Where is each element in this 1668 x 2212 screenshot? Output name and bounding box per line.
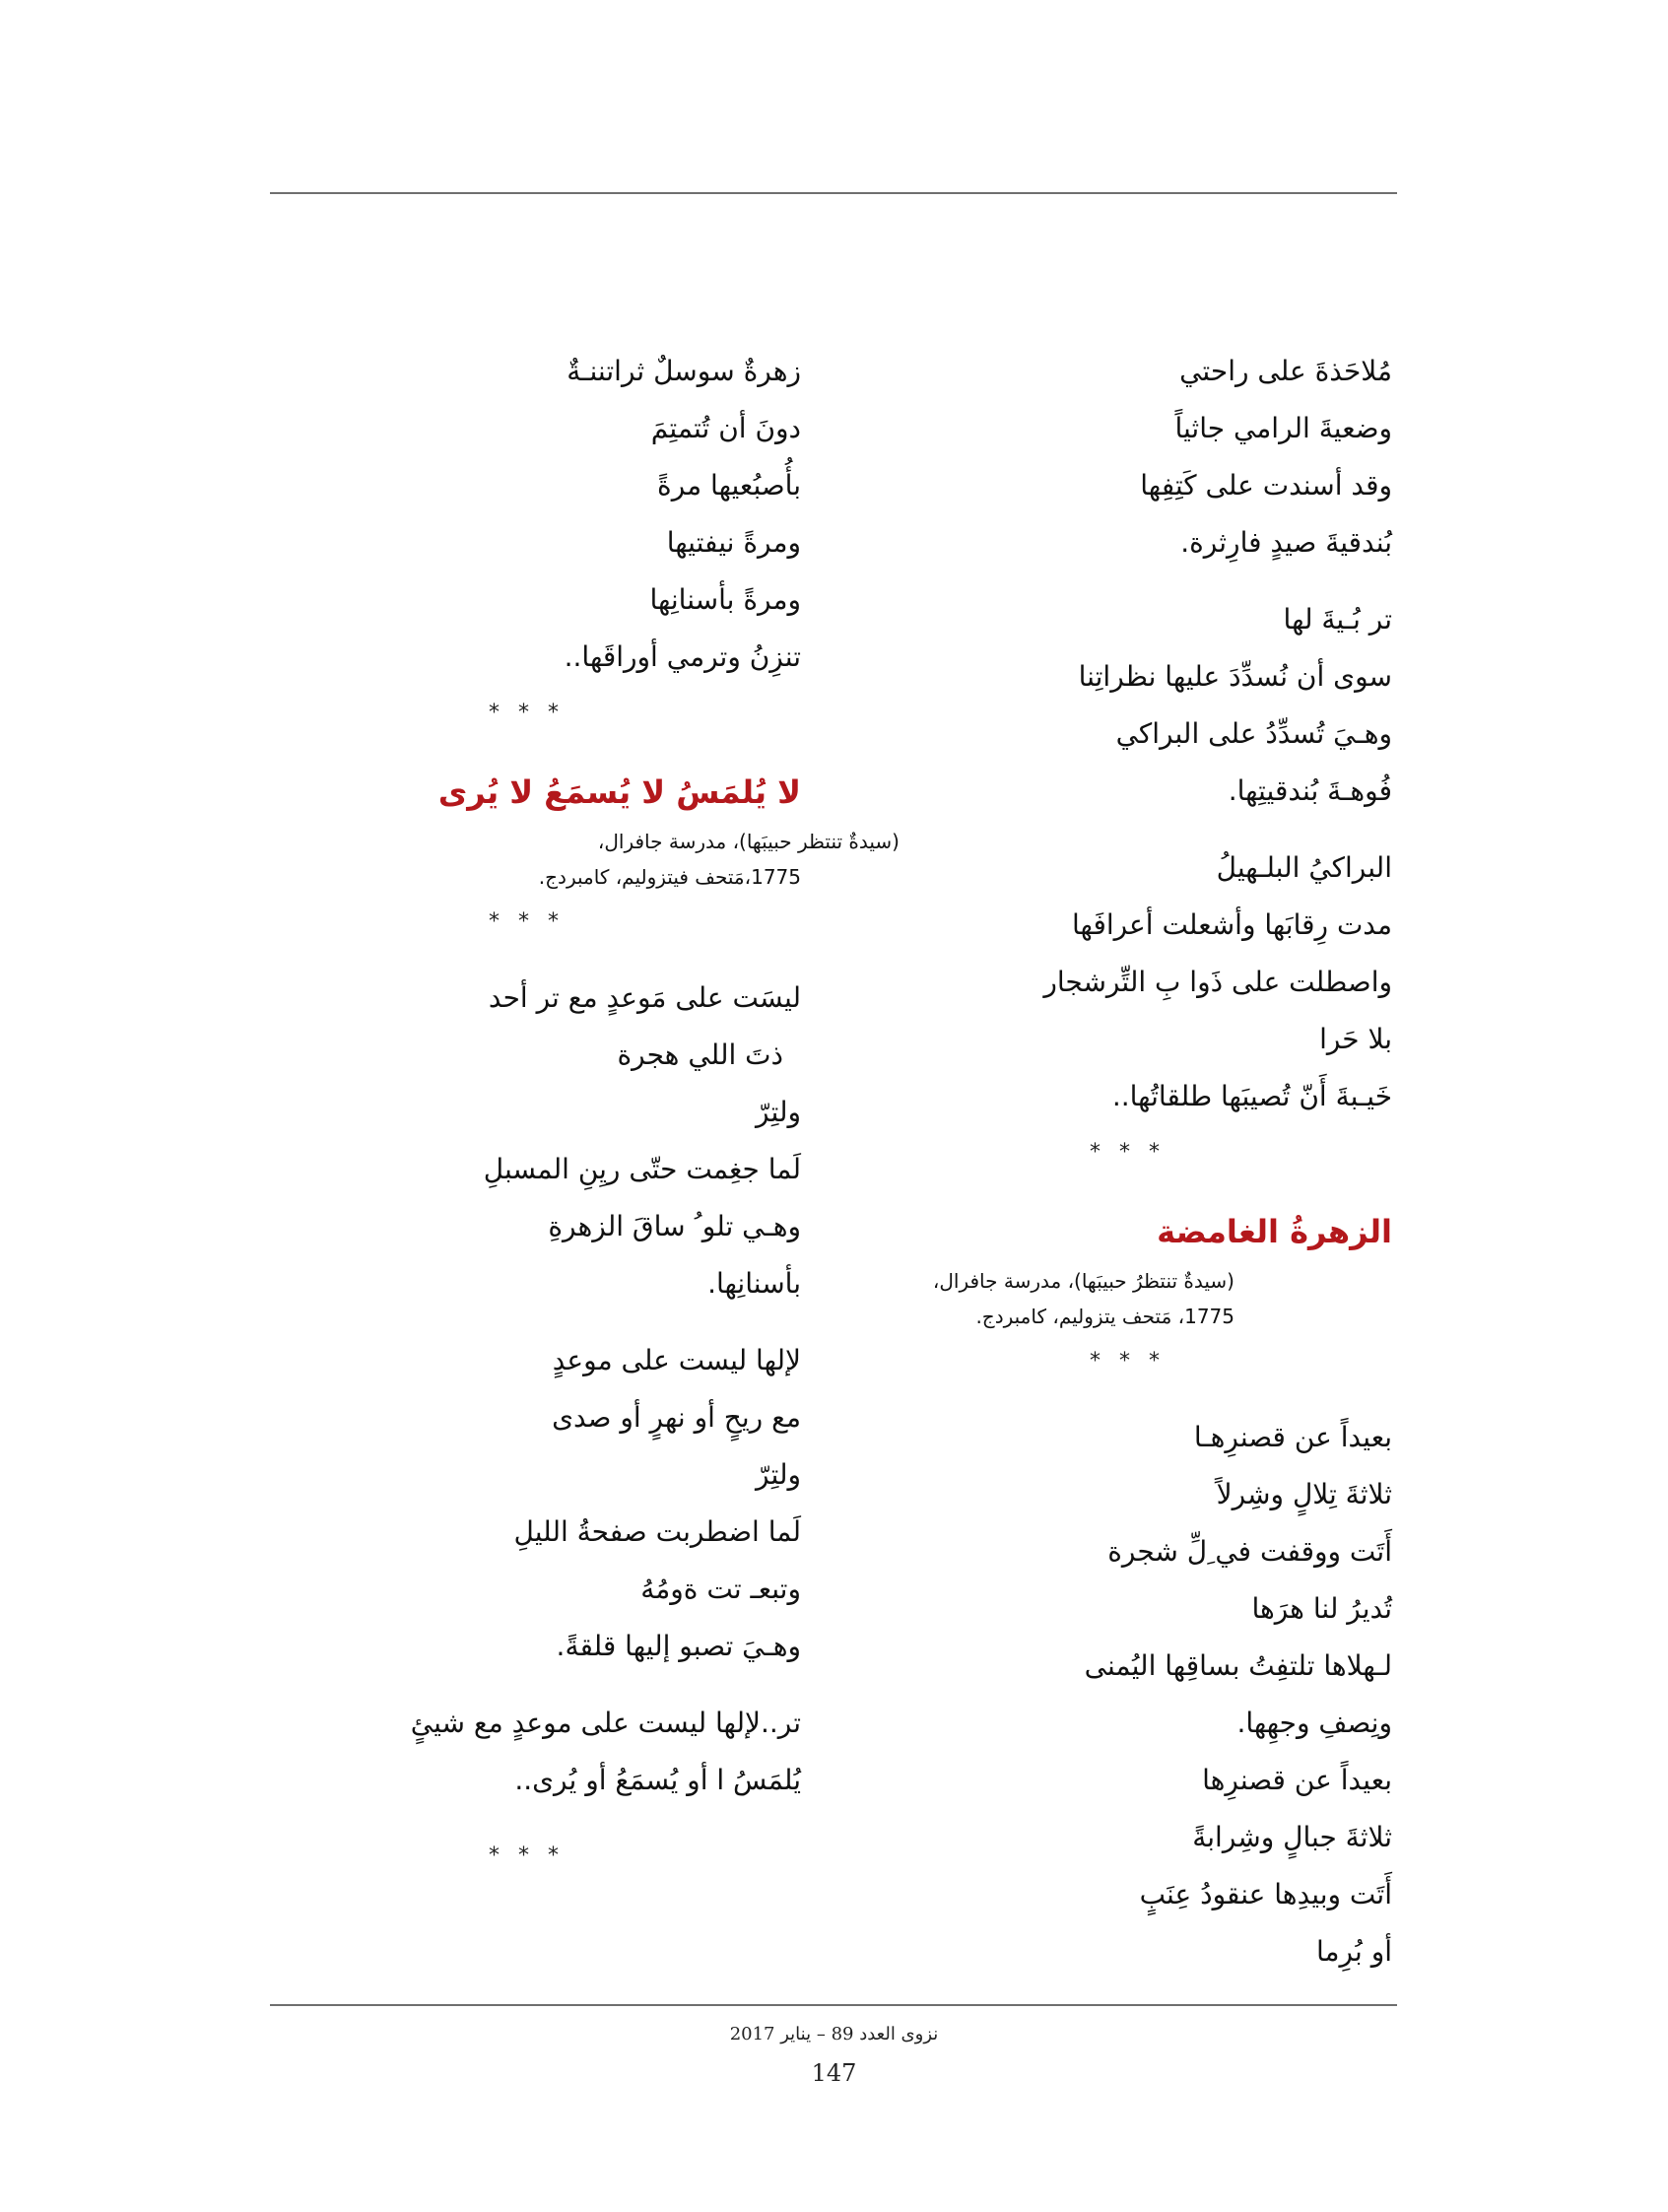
poem-line: البراكيُ البلـهيلُ [1216, 851, 1392, 884]
poem-line: لـهلاها تلتفِتُ بساقِها اليُمنى [1084, 1649, 1392, 1682]
top-rule [270, 192, 1397, 194]
poem-stanza [308, 1332, 801, 1675]
poem-stanza [308, 343, 801, 686]
poem-line: بلا حَرا [1319, 1023, 1392, 1055]
poem-line: بأسنانِها. [707, 1267, 801, 1300]
painting-caption [308, 824, 900, 895]
section-separator: * * * [1090, 1349, 1166, 1374]
poem-line: لَما اضطربت صفحةُ الليلِ [513, 1515, 801, 1548]
left-column [308, 343, 900, 1884]
section-separator: * * * [489, 909, 565, 934]
right-column [840, 343, 1392, 1980]
poem-line: أَتَت ووقفت في ِلِّ شجرة [1107, 1535, 1392, 1568]
poem-line: واصطلت على ذَوا بِ التِّرشجار [1043, 966, 1392, 998]
poem-title: لا يُلمَسُ لا يُسمَعُ لا يُرى [437, 773, 801, 811]
poem-line: تُديرُ لنا هرَها [1251, 1592, 1392, 1625]
caption-line: 1775،مَتحف فيتزوليم، كامبردج. [538, 865, 801, 889]
poem-line: زهرةٌ سوسلٌ ثراتننـةٌ [567, 355, 801, 387]
poem-stanza [840, 591, 1392, 820]
poem-line: لإلها ليست على موعدٍ [552, 1344, 801, 1376]
poem-line: وتبعـ تت ةومُهُ [640, 1573, 801, 1605]
poem-line: وهـيَ تصبو إليها قلقةً. [556, 1630, 801, 1662]
poem-line: ولتِرّ [756, 1458, 801, 1491]
poem-line: دونَ أن تُتمتِمَ [650, 412, 801, 444]
poem-stanza [840, 1409, 1392, 1980]
poem-line: ثلاثةَ جبالٍ وشِرابةً [1192, 1821, 1392, 1853]
bottom-rule [270, 2004, 1397, 2006]
poem-line: لَما جغِمت حتّى ريِنِ المسبلِ [483, 1153, 801, 1185]
poem-line: ونِصفِ وجهِها. [1236, 1707, 1392, 1739]
poem-line: بُندقيةَ صيدٍ فارِثرة. [1180, 526, 1392, 559]
caption-line: 1775، مَتحف يتزوليم، كامبردج. [975, 1305, 1234, 1328]
poem-line: مدت رِقابَها وأشعلت أعرافَها [1072, 908, 1392, 941]
poem-stanza [308, 1695, 801, 1809]
poem-stanza [840, 343, 1392, 571]
poem-line: بأُصبُعيها مرةً [657, 469, 801, 502]
poem-line: أو بُرِما [1316, 1935, 1392, 1968]
section-separator: * * * [489, 1843, 565, 1868]
poem-line: تر بُـيةَ لها [1283, 603, 1392, 636]
poem-line: ولتِرّ [756, 1096, 801, 1128]
poem-line: وقد أسندت على كَتِفِها [1140, 469, 1392, 502]
poem-line: وهـي تلو ُ ساقَ الزهرةِ [548, 1210, 801, 1242]
poem-line: ومرةً بأسنانِها [649, 583, 801, 616]
poem-line: ومرةً نيفتيها [666, 526, 801, 559]
poem-line: أَتَت وبيدِها عنقودُ عِنَبٍ [1139, 1878, 1392, 1910]
poem-line: تر..لإلها ليست على موعدٍ مع شيئٍ [410, 1707, 801, 1739]
poem-stanza [840, 839, 1392, 1125]
poem-line: ذتَ اللي هجرة [617, 1039, 783, 1071]
poem-line: مع ريحٍ أو نهرٍ أو صدى [552, 1401, 801, 1434]
poem-line: ليسَت على مَوعدٍ مع تر أحد [488, 981, 801, 1014]
poem-line: وضعيةَ الرامي جاثياً [1174, 412, 1392, 444]
poem-title: الزهرةُ الغامضة [1157, 1213, 1392, 1250]
poem-line: بعيداً عن قصنرِهـا [1193, 1421, 1392, 1453]
section-separator: * * * [489, 701, 565, 725]
poem-line: سوى أن نُسدِّدَ عليها نظراتِنا [1078, 660, 1392, 693]
poem-line: تنزِنُ وترمي أوراقَها.. [564, 640, 801, 673]
poem-line: فُوهـةَ بُندقيتِها. [1228, 774, 1392, 807]
issue-info: نزوى العدد 89 – يناير 2017 [729, 2024, 939, 2044]
poem-stanza [308, 970, 801, 1312]
section-separator: * * * [1090, 1140, 1166, 1165]
caption-line: (سيدةٌ تنتظرُ حبيبَها)، مدرسة جافرال، [932, 1269, 1234, 1293]
poem-line: ثلاثةَ تِلالٍ وشِرلاً [1216, 1478, 1392, 1510]
poem-line: يُلمَسُ ا أو يُسمَعُ أو يُرى.. [514, 1764, 801, 1796]
caption-line: (سيدةٌ تنتظر حبيبَها)، مدرسة جافرال، [597, 830, 900, 853]
poem-line: مُلاحَذةَ على راحتي [1179, 355, 1392, 387]
poem-line: بعيداً عن قصنرِها [1202, 1764, 1392, 1796]
painting-caption [840, 1263, 1392, 1334]
page-number: 147 [811, 2059, 857, 2087]
poem-line: خَيـبةَ أَنّ تُصيبَها طلقاتُها.. [1111, 1080, 1392, 1112]
poem-line: وهـيَ تُسدِّدُ على البراكي [1115, 717, 1392, 750]
